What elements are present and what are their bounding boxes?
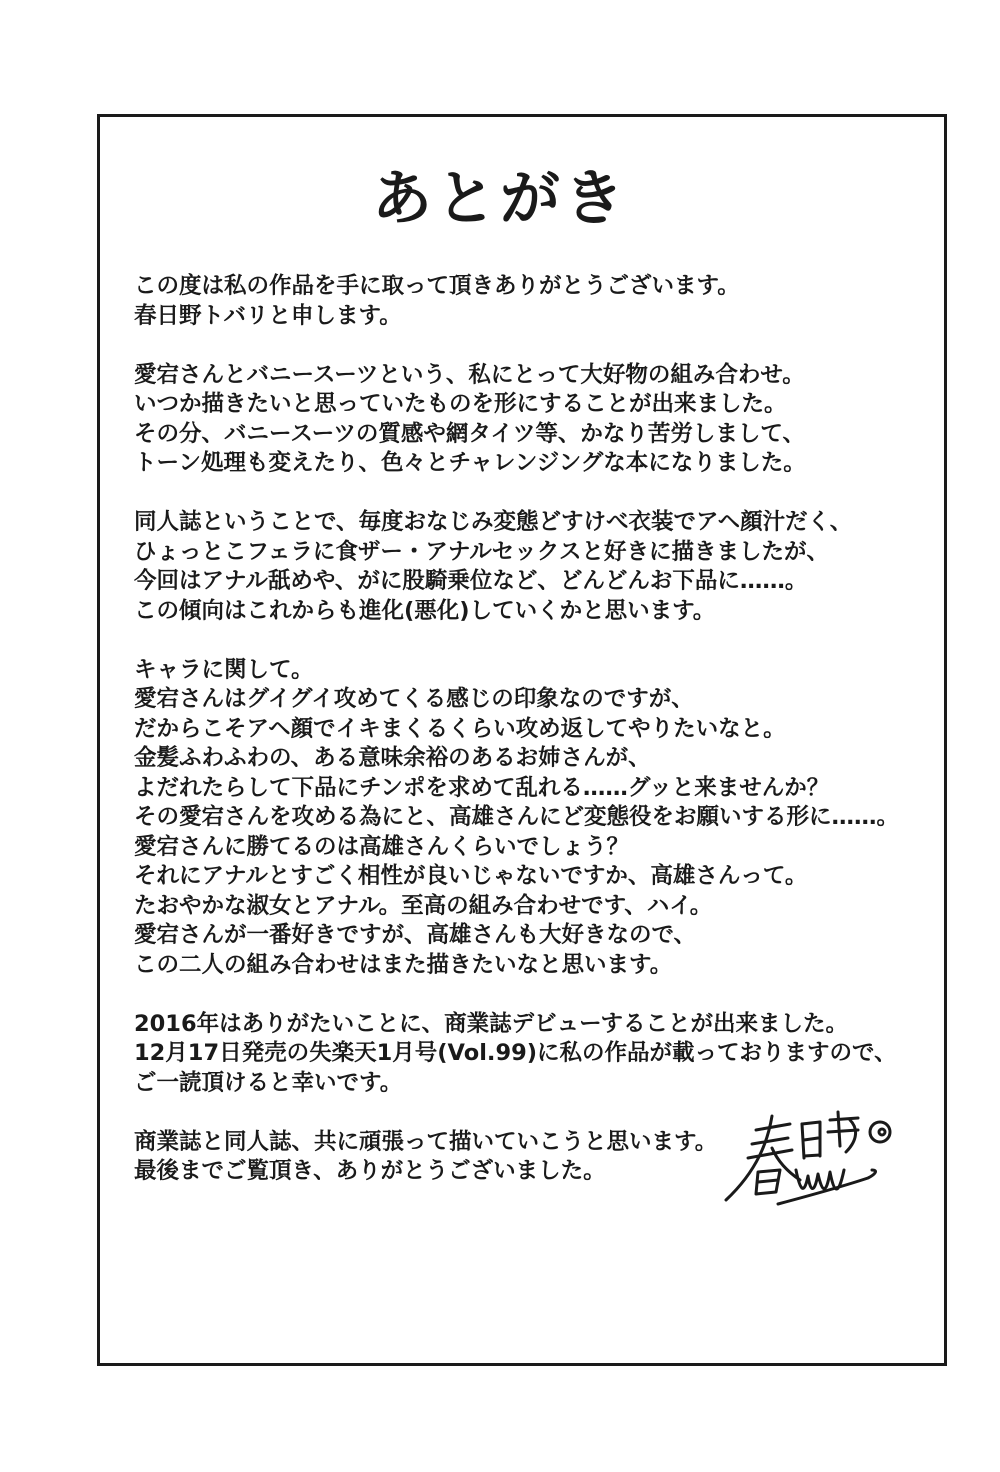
text-line: この度は私の作品を手に取って頂きありがとうございます。 (134, 273, 740, 299)
text-line: 愛宕さんが一番好きですが、高雄さんも大好きなので、 (134, 922, 697, 948)
text-line: 今回はアナル舐めや、がに股騎乗位など、どんどんお下品に……。 (134, 568, 808, 594)
paragraph-greeting (134, 272, 934, 331)
text-line: 金髪ふわふわの、ある意味余裕のあるお姉さんが、 (134, 745, 651, 771)
text-line: 最後までご覧頂き、ありがとうございました。 (134, 1158, 606, 1184)
text-line: 同人誌ということで、毎度おなじみ変態どすけべ衣装でアヘ顔汁だく、 (134, 509, 853, 535)
text-line: トーン処理も変えたり、色々とチャレンジングな本になりました。 (134, 450, 806, 476)
text-line: 2016年はありがたいことに、商業誌デビューすることが出来ました。 (134, 1010, 848, 1037)
text-line: 12月17日発売の失楽天1月号(Vol.99)に私の作品が載っておりますので、 (134, 1040, 897, 1066)
handwritten-signature-icon (718, 1100, 898, 1220)
text-line: 愛宕さんに勝てるのは高雄さんくらいでしょう？ (134, 833, 630, 860)
text-line: よだれたらして下品にチンポを求めて乱れる……グッと来ませんか？ (134, 774, 830, 801)
text-line: その分、バニースーツの質感や網タイツ等、かなり苦労しまして、 (134, 420, 805, 447)
text-line: この傾向はこれからも進化(悪化)していくかと思います。 (134, 597, 716, 624)
afterword-body (134, 272, 934, 1216)
text-line: 商業誌と同人誌、共に頑張って描いていこうと思います。 (134, 1128, 718, 1155)
text-line: 春日野トバリと申します。 (134, 302, 402, 329)
text-line: それにアナルとすごく相性が良いじゃないですか、高雄さんって。 (134, 863, 808, 889)
paragraph-theme (134, 361, 934, 479)
text-line: たおやかな淑女とアナル。至高の組み合わせです、ハイ。 (134, 892, 713, 919)
text-line: 愛宕さんはグイグイ攻めてくる感じの印象なのですが、 (134, 686, 694, 712)
text-line: キャラに関して。 (134, 656, 314, 683)
page-title: あとがき (372, 164, 628, 234)
paragraph-content (134, 508, 934, 626)
text-line: いつか描きたいと思っていたものを形にすることが出来ました。 (134, 391, 787, 417)
paragraph-characters (134, 656, 934, 981)
text-line: この二人の組み合わせはまた描きたいなと思います。 (134, 951, 673, 978)
text-line: ひょっとこフェラに食ザー・アナルセックスと好きに描きましたが、 (134, 538, 830, 565)
text-line: ご一読頂けると幸いです。 (134, 1069, 403, 1096)
text-line: その愛宕さんを攻める為にと、高雄さんにど変態役をお願いする形に……。 (134, 804, 900, 830)
text-line: 愛宕さんとバニースーツという、私にとって大好物の組み合わせ。 (134, 361, 805, 388)
text-line: だからこそアヘ顔でイキまくるくらい攻め返してやりたいなと。 (134, 715, 786, 742)
paragraph-commercial (134, 1010, 934, 1099)
